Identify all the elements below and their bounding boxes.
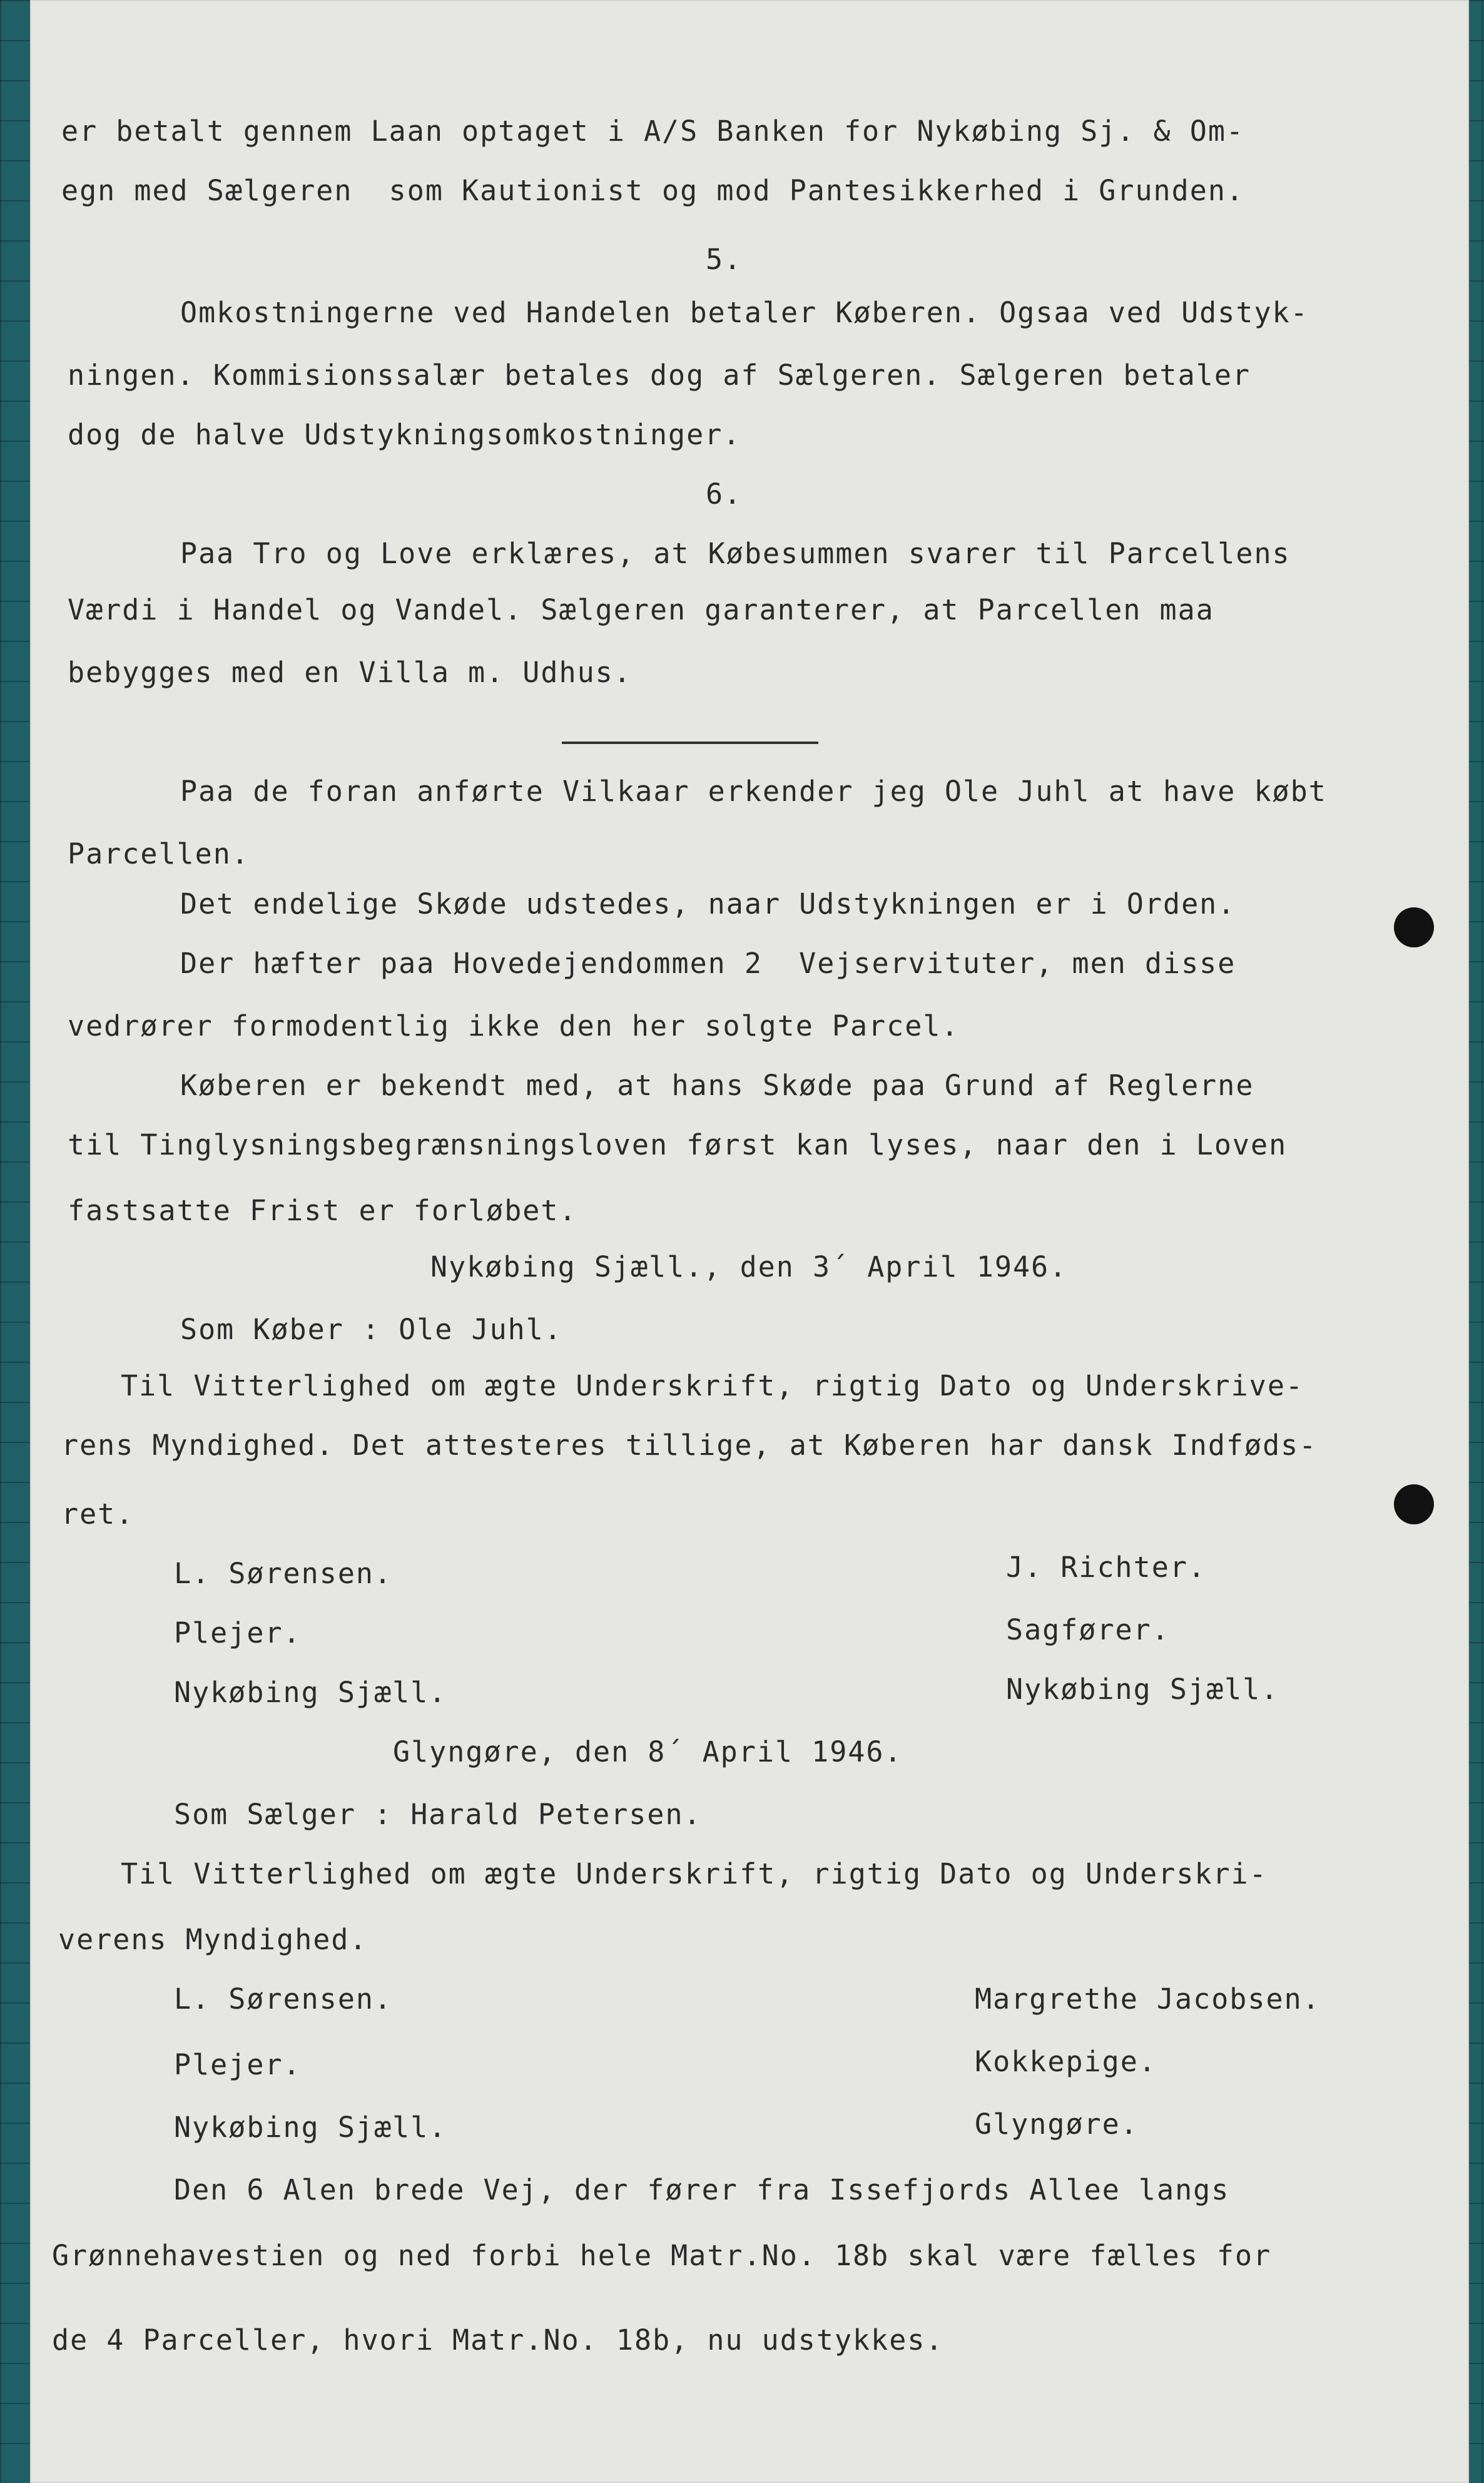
signature-line: Som Køber : Ole Juhl. <box>180 1313 562 1346</box>
separator-rule <box>562 742 818 744</box>
text-line: ret. <box>61 1497 135 1531</box>
text-line: egn med Sælgeren som Kautionist og mod Pantesikkerhed i Grunden. <box>61 174 1244 207</box>
text-line: dog de halve Udstykningsomkostninger. <box>68 418 741 451</box>
document-page <box>30 0 1469 2483</box>
text-line: Det endelige Skøde udstedes, naar Udstykningen er i Orden. <box>180 887 1236 920</box>
text-line: bebygges med en Villa m. Udhus. <box>68 656 632 689</box>
witness-place: Nykøbing Sjæll. <box>174 1676 447 1709</box>
text-line: Omkostningerne ved Handelen betaler Køberen. Ogsaa ved Udstyk- <box>180 296 1309 329</box>
text-line: Paa Tro og Love erklæres, at Købesummen svarer til Parcellens <box>180 537 1291 570</box>
witness-title: Sagfører. <box>1006 1613 1170 1646</box>
text-line: Den 6 Alen brede Vej, der fører fra Issefjords Allee langs <box>174 2173 1230 2206</box>
section-number: 6. <box>706 477 743 511</box>
text-line: Til Vitterlighed om ægte Underskrift, rigtig Dato og Underskri- <box>121 1857 1268 1890</box>
witness-place: Nykøbing Sjæll. <box>1006 1673 1279 1706</box>
text-line: er betalt gennem Laan optaget i A/S Banken for Nykøbing Sj. & Om- <box>61 115 1244 148</box>
witness-title: Plejer. <box>174 2048 302 2081</box>
witness-name: L. Sørensen. <box>174 1557 393 1590</box>
witness-title: Plejer. <box>174 1616 302 1649</box>
text-line: vedrører formodentlig ikke den her solgte Parcel. <box>68 1009 960 1043</box>
text-line: Til Vitterlighed om ægte Underskrift, rigtig Dato og Underskrive- <box>121 1369 1304 1402</box>
text-line: Værdi i Handel og Vandel. Sælgeren garanterer, at Parcellen maa <box>68 593 1214 626</box>
text-line: Parcellen. <box>68 837 250 870</box>
text-line: Der hæfter paa Hovedejendommen 2 Vejservituter, men disse <box>180 947 1236 980</box>
signature-line: Som Sælger : Harald Petersen. <box>174 1798 702 1831</box>
text-line: Paa de foran anførte Vilkaar erkender jeg Ole Juhl at have købt <box>180 775 1327 808</box>
text-line: de 4 Parceller, hvori Matr.No. 18b, nu udstykkes. <box>52 2323 944 2357</box>
witness-place: Glyngøre. <box>975 2108 1139 2141</box>
text-line: Køberen er bekendt med, at hans Skøde paa Grund af Reglerne <box>180 1069 1254 1102</box>
text-line: til Tinglysningsbegrænsningsloven først kan lyses, naar den i Loven <box>68 1128 1288 1161</box>
witness-name: Margrethe Jacobsen. <box>975 1982 1321 2016</box>
witness-title: Kokkepige. <box>975 2045 1157 2078</box>
text-line: fastsatte Frist er forløbet. <box>68 1194 577 1227</box>
witness-name: L. Sørensen. <box>174 1982 393 2016</box>
text-line: Grønnehavestien og ned forbi hele Matr.No. 18b skal være fælles for <box>52 2239 1272 2272</box>
section-number: 5. <box>706 243 743 276</box>
punch-hole-bottom <box>1394 1484 1434 1524</box>
place-date: Nykøbing Sjæll., den 3´ April 1946. <box>430 1250 1068 1283</box>
punch-hole-top <box>1394 907 1434 947</box>
text-line: ningen. Kommisionssalær betales dog af Sælgeren. Sælgeren betaler <box>68 359 1251 392</box>
witness-place: Nykøbing Sjæll. <box>174 2111 447 2144</box>
witness-name: J. Richter. <box>1006 1551 1207 1584</box>
place-date: Glyngøre, den 8´ April 1946. <box>393 1735 903 1768</box>
text-line: verens Myndighed. <box>58 1923 368 1956</box>
text-line: rens Myndighed. Det attesteres tillige, at Køberen har dansk Indføds- <box>61 1429 1318 1462</box>
